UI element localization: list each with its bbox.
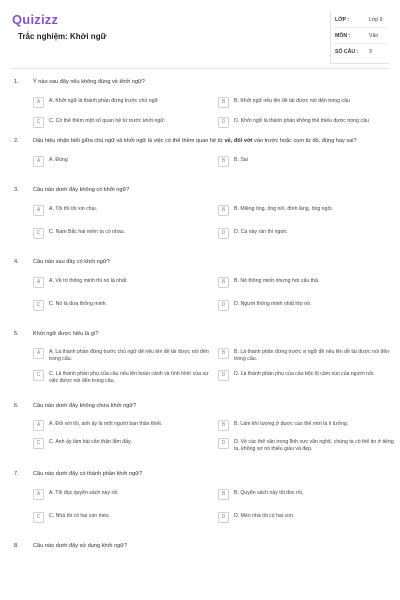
answer-option[interactable] bbox=[33, 157, 218, 167]
answer-option[interactable] bbox=[33, 349, 218, 363]
option-text: A. Tôi đọc quyển sách này rồi. bbox=[49, 490, 119, 496]
option-text: D. Mèo nhà tôi có hai con. bbox=[234, 513, 295, 519]
answer-options bbox=[33, 490, 400, 523]
question-item bbox=[0, 137, 400, 167]
question-item bbox=[0, 470, 400, 523]
option-letter-box: B bbox=[218, 420, 229, 431]
question-number: 3. bbox=[14, 187, 19, 193]
answer-option[interactable] bbox=[218, 98, 400, 108]
answer-option[interactable] bbox=[33, 229, 218, 239]
option-text: C. Có thể thêm một số quan hệ từ trước khởi ngữ. bbox=[49, 118, 166, 124]
option-text: C. Nhà tôi có hai con mèo. bbox=[49, 513, 111, 519]
option-letter-box: C bbox=[33, 117, 44, 128]
question-item bbox=[0, 258, 400, 311]
question-number: 2. bbox=[14, 138, 19, 144]
meta-value: Văn bbox=[369, 32, 379, 39]
answer-option[interactable] bbox=[33, 421, 218, 431]
bold-keywords: về, đối với bbox=[224, 138, 253, 144]
question-number: 8. bbox=[14, 543, 19, 549]
option-letter-box: A bbox=[33, 420, 44, 431]
answer-option[interactable] bbox=[33, 513, 218, 523]
answer-options bbox=[33, 206, 400, 239]
question-text: Dấu hiệu nhận biết giữa chủ ngữ và khởi ngữ là việc có thể thêm quan hệ từ về, đối với vào trước hoặc cụm từ đó, đúng hay sai? bbox=[33, 138, 357, 144]
meta-label: MÔN : bbox=[335, 32, 351, 39]
option-letter-box: C bbox=[33, 300, 44, 311]
question-header bbox=[14, 137, 400, 145]
question-text: Ý nào sau đây nêu không đúng về khởi ngữ? bbox=[33, 79, 145, 85]
meta-row-subject bbox=[331, 28, 389, 44]
answer-option[interactable] bbox=[33, 301, 218, 311]
worksheet-header bbox=[0, 0, 400, 62]
option-text: D. Là thành phần phụ của câu bộc lộ cảm xúc của người nói. bbox=[234, 371, 375, 377]
meta-label: SỐ CÂU : bbox=[335, 48, 359, 55]
answer-option[interactable] bbox=[218, 439, 400, 453]
meta-row-count bbox=[331, 44, 389, 59]
option-text: D. Người thông minh nhất lớp nó. bbox=[234, 301, 312, 307]
answer-option[interactable] bbox=[218, 229, 400, 239]
option-text: C. Nam Bắc hai miền ta có nhau. bbox=[49, 229, 126, 235]
option-text: B. Làm khí tượng,ở được cao thế mới là lí tưởng. bbox=[234, 421, 349, 427]
answer-option[interactable] bbox=[33, 118, 218, 128]
question-number: 6. bbox=[14, 403, 19, 409]
answer-option[interactable] bbox=[33, 98, 218, 108]
option-letter-box: C bbox=[33, 370, 44, 381]
option-text: A. Khởi ngữ là thành phần đứng trước chủ ngữ bbox=[49, 98, 158, 104]
answer-option[interactable] bbox=[218, 421, 400, 431]
option-letter-box: A bbox=[33, 97, 44, 108]
option-text: B. Nó thông minh nhưng hơi cẩu thả. bbox=[234, 278, 320, 284]
option-text: A. Là thành phần đứng trước chủ ngữ để nêu lên đề tài được nói đến trong câu. bbox=[49, 349, 209, 362]
option-text: D. Cá này rán thì ngon. bbox=[234, 229, 288, 235]
question-item bbox=[0, 78, 400, 128]
question-header bbox=[14, 258, 400, 266]
question-text: Khởi ngữ được hiểu là gì? bbox=[33, 331, 99, 337]
option-letter-box: A bbox=[33, 348, 44, 359]
question-list bbox=[0, 72, 400, 550]
answer-options bbox=[33, 349, 400, 385]
option-text: A. Đúng bbox=[49, 157, 68, 163]
option-letter-box: B bbox=[218, 348, 229, 359]
worksheet-title: Trắc nghiệm: Khởi ngữ bbox=[18, 32, 107, 41]
option-letter-box: B bbox=[218, 97, 229, 108]
option-letter-box: B bbox=[218, 156, 229, 167]
option-letter-box: C bbox=[33, 438, 44, 449]
answer-option[interactable] bbox=[218, 118, 400, 128]
question-item bbox=[0, 186, 400, 239]
option-letter-box: D bbox=[218, 370, 229, 381]
question-number: 5. bbox=[14, 331, 19, 337]
answer-option[interactable] bbox=[218, 513, 400, 523]
meta-label: LỚP : bbox=[335, 16, 350, 23]
option-letter-box: D bbox=[218, 300, 229, 311]
option-letter-box: A bbox=[33, 489, 44, 500]
question-header bbox=[14, 78, 400, 86]
question-text: Câu nào dưới đây không chứa khởi ngữ? bbox=[33, 403, 137, 409]
option-letter-box: C bbox=[33, 512, 44, 523]
question-text: Câu nào dưới đây sử dụng khởi ngữ? bbox=[33, 543, 128, 549]
option-letter-box: C bbox=[33, 228, 44, 239]
option-letter-box: B bbox=[218, 205, 229, 216]
question-item bbox=[0, 330, 400, 385]
option-letter-box: D bbox=[218, 117, 229, 128]
option-text: D. Về các thể văn trong lĩnh vực văn nghệ, chúng ta có thể tin ở tiếng ta, không sợ nó thiếu giàu và đẹp. bbox=[234, 439, 394, 452]
option-text: A. Tôi thì tôi xin chịu. bbox=[49, 206, 98, 212]
option-text: C. Nó là đứa thông minh. bbox=[49, 301, 107, 307]
option-letter-box: A bbox=[33, 205, 44, 216]
header-divider bbox=[10, 68, 390, 69]
option-text: C. Anh ấy làm bài cẩn thận lắm đấy. bbox=[49, 439, 132, 445]
question-header bbox=[14, 542, 400, 550]
question-header bbox=[14, 186, 400, 194]
question-item bbox=[0, 542, 400, 550]
answer-option[interactable] bbox=[218, 371, 400, 385]
answer-option[interactable] bbox=[33, 206, 218, 216]
option-text: B. Khởi ngữ nêu lên đề tài được nói đến trong câu bbox=[234, 98, 350, 104]
answer-option[interactable] bbox=[218, 490, 400, 500]
option-text: B. Sai bbox=[234, 157, 248, 163]
option-text: A. Về trí thông minh thì nó là nhất. bbox=[49, 278, 128, 284]
option-text: A. Đối với tôi, anh ấy là một người bạn thân thiết. bbox=[49, 421, 163, 427]
question-header bbox=[14, 330, 400, 338]
answer-options bbox=[33, 98, 400, 128]
answer-options bbox=[33, 278, 400, 311]
meta-value: 9 bbox=[369, 48, 372, 55]
option-text: B. Là thành phần đứng trước vị ngữ để nêu lên đề tài được nói đến trong câu. bbox=[234, 349, 390, 362]
answer-option[interactable] bbox=[218, 206, 400, 216]
answer-option[interactable] bbox=[218, 157, 400, 167]
question-number: 7. bbox=[14, 471, 19, 477]
question-text: Câu nào dưới đây không có khởi ngữ? bbox=[33, 187, 130, 193]
option-letter-box: D bbox=[218, 512, 229, 523]
question-number: 1. bbox=[14, 79, 19, 85]
question-text: Câu nào dưới đây có thành phần khởi ngữ? bbox=[33, 471, 143, 477]
question-item bbox=[0, 402, 400, 453]
option-text: B. Miệng ông, ông nói, đình làng, ông ngồi. bbox=[234, 206, 333, 212]
answer-option[interactable] bbox=[33, 371, 218, 385]
answer-option[interactable] bbox=[33, 490, 218, 500]
meta-value: Lớp 9 bbox=[369, 16, 383, 23]
answer-option[interactable] bbox=[218, 301, 400, 311]
answer-option[interactable] bbox=[33, 439, 218, 453]
option-letter-box: A bbox=[33, 277, 44, 288]
answer-option[interactable] bbox=[33, 278, 218, 288]
worksheet-meta bbox=[330, 12, 389, 64]
question-header bbox=[14, 402, 400, 410]
option-text: C. Là thành phần phụ của câu nêu lên hoàn cảnh và tình hình của sự việc được nói đến trong câu. bbox=[49, 371, 209, 384]
answer-option[interactable] bbox=[218, 349, 400, 363]
quizizz-logo: Quizizz bbox=[12, 12, 59, 27]
question-header bbox=[14, 470, 400, 478]
meta-row-class bbox=[331, 12, 389, 28]
option-letter-box: D bbox=[218, 228, 229, 239]
option-letter-box: A bbox=[33, 156, 44, 167]
option-letter-box: B bbox=[218, 489, 229, 500]
option-text: D. Khởi ngữ là thành phần không thể thiếu được trong câu bbox=[234, 118, 369, 124]
answer-options bbox=[33, 157, 400, 167]
answer-options bbox=[33, 421, 400, 453]
answer-option[interactable] bbox=[218, 278, 400, 288]
option-letter-box: D bbox=[218, 438, 229, 449]
question-number: 4. bbox=[14, 259, 19, 265]
option-letter-box: B bbox=[218, 277, 229, 288]
question-text: Câu nào sau đây có khởi ngữ? bbox=[33, 259, 110, 265]
option-text: B. Quyển sách này tôi đọc rồi. bbox=[234, 490, 304, 496]
